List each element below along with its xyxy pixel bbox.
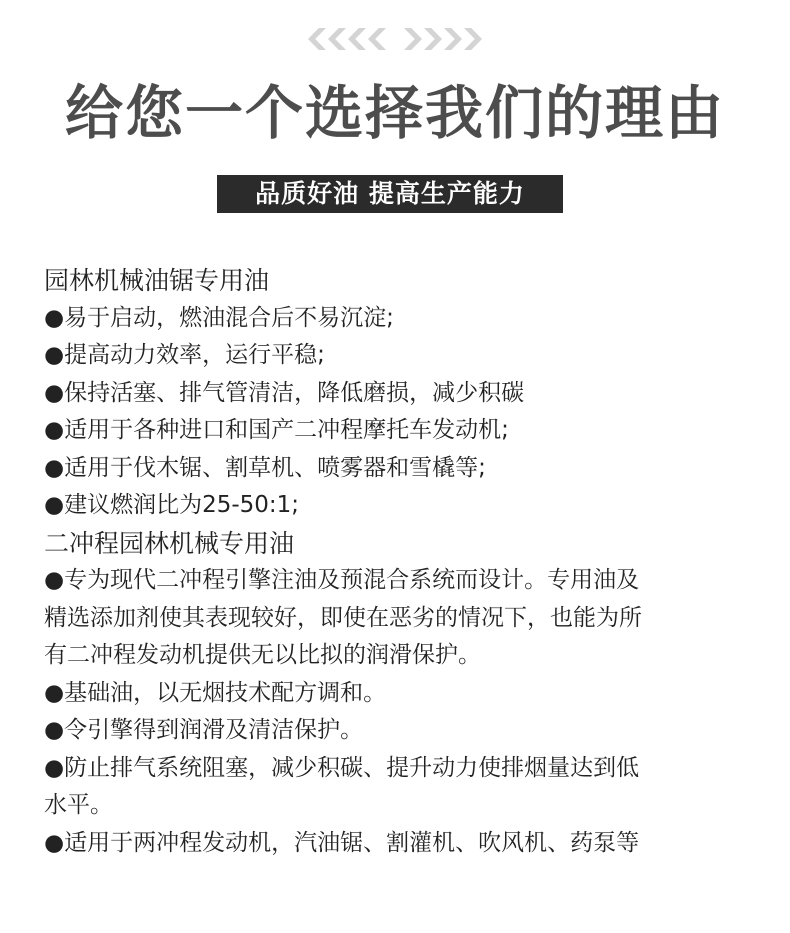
paragraph-line: 有二冲程发动机提供无以比拟的润滑保护。 xyxy=(44,642,481,668)
list-item: ●适用于两冲程发动机，汽油锯、割灌机、吹风机、药泵等 xyxy=(44,829,640,856)
list-item: ●令引擎得到润滑及清洁保护。 xyxy=(44,717,364,743)
page-title: 给您一个选择我们的理由 xyxy=(64,79,725,147)
right-chevrons xyxy=(404,28,482,50)
left-chevrons xyxy=(308,28,386,50)
chevron-left-icon xyxy=(368,28,386,50)
section-title-garden-saw-oil: 园林机械油锯专用油 xyxy=(44,266,270,295)
chevron-right-icon xyxy=(464,28,482,50)
list-item: ●保持活塞、排气管清洁，降低磨损，减少积碳 xyxy=(44,379,525,406)
list-item: ●提高动力效率，运行平稳; xyxy=(44,342,325,368)
list-item: ●防止排气系统阻塞，减少积碳、提升动力使排烟量达到低 xyxy=(44,754,640,781)
list-item: ●适用于伐木锯、割草机、喷雾器和雪橇等; xyxy=(44,454,486,481)
list-item: ●建议燃润比为25-50:1; xyxy=(44,492,300,518)
section-title-two-stroke-oil: 二冲程园林机械专用油 xyxy=(44,528,295,558)
chevron-right-icon xyxy=(404,28,422,50)
chevron-left-icon xyxy=(348,28,366,50)
subtitle-banner: 品质好油 提高生产能力 xyxy=(217,175,563,213)
chevron-right-icon xyxy=(444,28,462,50)
chevron-left-icon xyxy=(308,28,326,50)
list-item: ●易于启动，燃油混合后不易沉淀; xyxy=(44,304,394,331)
list-item: ●适用于各种进口和国产二冲程摩托车发动机; xyxy=(44,417,509,443)
content-body xyxy=(44,262,754,862)
decorative-chevrons xyxy=(0,28,790,50)
paragraph-line: ●专为现代二冲程引擎注油及预混合系统而设计。专用油及 xyxy=(44,567,640,593)
list-item: ●基础油，以无烟技术配方调和。 xyxy=(44,679,387,706)
chevron-right-icon xyxy=(424,28,442,50)
list-item-continuation: 水平。 xyxy=(44,792,113,818)
chevron-left-icon xyxy=(328,28,346,50)
paragraph-line: 精选添加剂使其表现较好，即使在恶劣的情况下，也能为所 xyxy=(44,604,642,631)
